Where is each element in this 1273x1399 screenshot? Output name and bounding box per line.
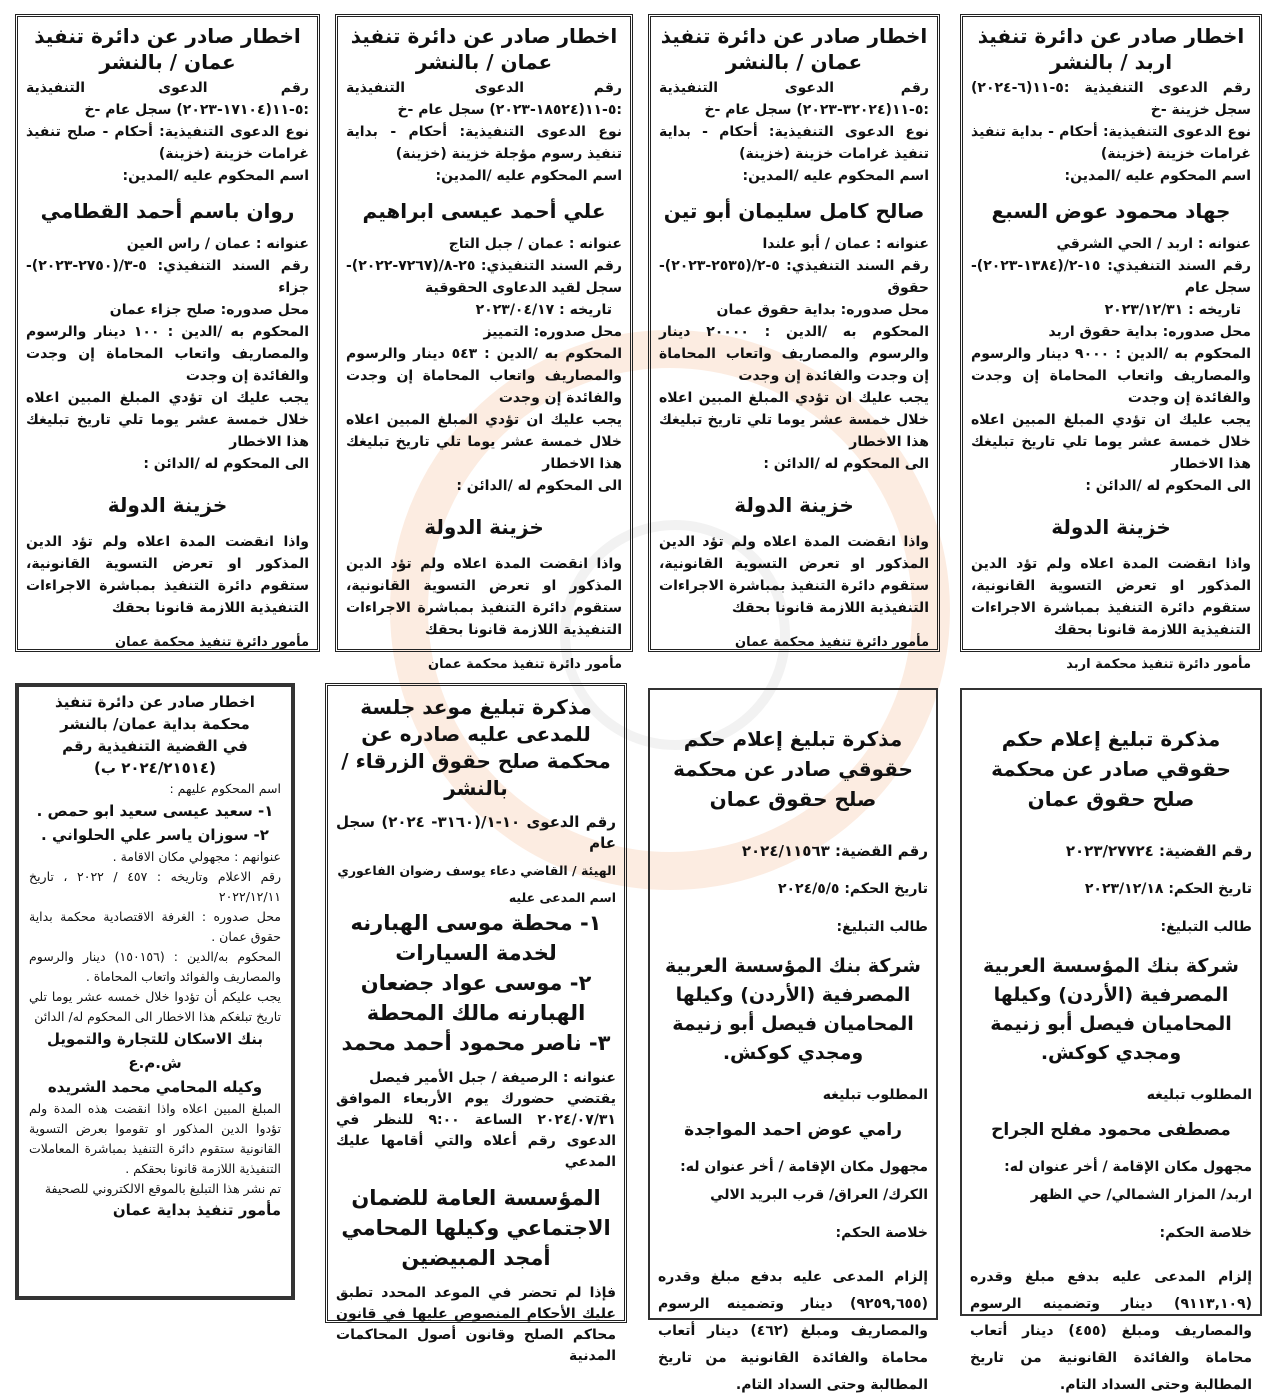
- officer-signature: مأمور دائرة تنفيذ محكمة عمان: [428, 657, 622, 672]
- case-type: نوع الدعوى التنفيذية: أحكام - بداية تنفيذ غرامات خزينة (خزينة): [659, 124, 929, 162]
- notice-title: اخطار صادر عن دائرة تنفيذ عمان / بالنشر: [660, 24, 928, 74]
- creditor-label: الى المحكوم له /الدائن :: [1085, 478, 1251, 494]
- debtor-name: روان باسم أحمد القطامي: [40, 199, 295, 223]
- debtor: ٢- سوزان ياسر علي الحلواني .: [41, 826, 269, 844]
- debtor-label: اسم المحكوم عليه /المدين:: [1064, 168, 1251, 184]
- target-name: رامي عوض احمد المواجدة: [684, 1120, 902, 1140]
- publish-note: تم نشر هذا التبليغ بالموقع الالكتروني للصحيفة: [44, 1181, 281, 1196]
- pay-notice: يجب عليك ان تؤدي المبلغ المبين اعلاه خلال خمسة عشر يوما تلي تاريخ تبليغك هذا الاخطار: [971, 412, 1251, 472]
- case-number: رقم القضية: ٢٠٢٤/١١٥٦٣: [741, 842, 928, 860]
- case-type: نوع الدعوى التنفيذية: أحكام - بداية تنفيذ رسوم مؤجلة خزينة (خزينة): [346, 124, 622, 162]
- residence: مجهول مكان الإقامة / أخر عنوان له:: [1004, 1159, 1252, 1175]
- creditor-label: الى المحكوم له /الدائن :: [143, 456, 309, 472]
- case-number: رقم الدعوى التنفيذية :٥-١١(١٧١٠٤-٢٠٢٣) سجل عام -خ: [26, 80, 309, 118]
- address: عنوانه : الرصيفة / جبل الأمير فيصل: [369, 1070, 616, 1086]
- summary-label: خلاصة الحكم:: [1159, 1225, 1252, 1241]
- target-name: مصطفى محمود مفلح الجراح: [991, 1120, 1231, 1140]
- judgment-date: تاريخ الحكم: ٢٠٢٤/٥/٥: [777, 881, 928, 897]
- amount: المحكوم به /الدين : ٥٤٣ دينار والرسوم والمصاريف واتعاب المحاماة إن وجدت والفائدة إن وجدت: [346, 346, 622, 406]
- creditor: بنك الاسكان للتجارة والتمويل ش.م.ع: [46, 1030, 264, 1072]
- issued-by: محل صدوره: بداية حقوق اربد: [1048, 324, 1251, 340]
- warning: فإذا لم تحضر في الموعد المحدد تطبق عليك الأحكام المنصوص عليها في قانون محاكم الصلح وقانون أصول المحاكمات المدنية: [336, 1285, 616, 1364]
- closing-text: واذا انقضت المدة اعلاه ولم تؤد الدين المذكور او تعرض التسوية القانونية، ستقوم دائرة التنفيذ بمباشرة الاجراءات التنفيذية اللازمة قانونا بحقك: [26, 534, 309, 616]
- debtor: ١- سعيد عيسى سعيد ابو حمص .: [36, 802, 274, 820]
- title-line: اخطار صادر عن دائرة تنفيذ: [55, 693, 255, 711]
- case-number: رقم الدعوى التنفيذية :٥-١١(١٨٥٢٤-٢٠٢٣) سجل عام -خ: [346, 80, 622, 118]
- debtor-label: اسم المحكوم عليه /المدين:: [742, 168, 929, 184]
- pay-notice: يجب عليكم أن تؤدوا خلال خمسه عشر يوما تلي تاريخ تبلغكم هذا الاخطار الى المحكوم له/ الدائن: [29, 989, 281, 1024]
- debtor-address: عنوانه : عمان / راس العين: [126, 236, 309, 252]
- decision: رقم الاعلام وتاريخه : ٤٥٧ / ٢٠٢٢ ، تاريخ ٢٠٢٢/١٢/١١: [29, 869, 281, 904]
- closing-text: المبلغ المبين اعلاه واذا انقضت هذه المدة ولم تؤدوا الدين المذكور او تقوموا بعرض التسوية القانونية ستقوم دائرة التنفيذ بمباشرة المعاملات التنفيذية اللازمة قانونا بحقكم .: [29, 1101, 281, 1176]
- case-type: نوع الدعوى التنفيذية: أحكام - صلح تنفيذ غرامات خزينة (خزينة): [26, 124, 309, 162]
- case-number: رقم الدعوى التنفيذية :٥-١١(٦-٢٠٢٤) سجل خزينة -خ: [971, 80, 1251, 118]
- defendant: ٢- موسى عواد جضعان الهبارنه مالك المحطة: [360, 971, 592, 1025]
- target-label: المطلوب تبليغه: [822, 1087, 928, 1103]
- closing-text: واذا انقضت المدة اعلاه ولم تؤد الدين المذكور او تعرض التسوية القانونية، ستقوم دائرة التنفيذ بمباشرة الاجراءات التنفيذية اللازمة قانونا بحقك: [971, 556, 1251, 638]
- execution-notice: [15, 14, 320, 652]
- creditor-label: الى المحكوم له /الدائن :: [763, 456, 929, 472]
- bond-number: رقم السند التنفيذي: ٥-٢/(٢٥٣٥-٢٠٢٣)- حقوق: [659, 258, 929, 296]
- officer-signature: مأمور دائرة تنفيذ محكمة عمان: [735, 635, 929, 650]
- beginning-court-notice: [15, 683, 295, 1300]
- bond-number: رقم السند التنفيذي: ٥-٣/(٢٧٥٠-٢٠٢٣)- جزاء: [26, 258, 309, 296]
- amount: المحكوم به /الدين : ٩٠٠٠ دينار والرسوم والمصاريف واتعاب المحاماة إن وجدت والفائدة إن وجدت: [971, 346, 1251, 406]
- judgment-summary: إلزام المدعى عليه بدفع مبلغ وقدره (٩١١٣,١٠٩) دينار وتضمينه الرسوم والمصاريف ومبلغ (٤٥٥) دينار أتعاب محاماة والفائدة القانونية من تاريخ المطالبة وحتى السداد التام.: [970, 1269, 1252, 1393]
- bond-date: تاريخه : ٢٠٢٣/٠٤/١٧: [475, 302, 612, 318]
- requester-label: طالب التبليغ:: [836, 919, 928, 935]
- issued-by: محل صدوره: صلح جزاء عمان: [109, 302, 309, 318]
- execution-notice: [335, 14, 633, 672]
- creditor-name: خزينة الدولة: [1051, 515, 1171, 539]
- case-number: رقم الدعوى ١٠-١/(٣١٦٠- ٢٠٢٤) سجل عام: [336, 813, 616, 852]
- issued-by: محل صدوره: التمييز: [483, 324, 622, 340]
- judgment-notice: [648, 688, 938, 1393]
- creditor-lawyer: وكيله المحامي محمد الشريده: [47, 1078, 263, 1096]
- officer-signature: مأمور دائرة تنفيذ محكمة عمان: [115, 635, 309, 650]
- summary-label: خلاصة الحكم:: [835, 1225, 928, 1241]
- notice-title: اخطار صادر عن دائرة تنفيذ عمان / بالنشر: [350, 24, 618, 74]
- plaintiff: المؤسسة العامة للضمان الاجتماعي وكيلها المحامي أمجد المبيضين: [341, 1186, 611, 1270]
- debtors-label: اسم المحكوم عليهم :: [169, 781, 281, 796]
- officer-signature: مأمور دائرة تنفيذ محكمة اربد: [1066, 657, 1251, 672]
- session-notice: [325, 683, 627, 1364]
- judgment-summary: إلزام المدعى عليه بدفع مبلغ وقدره (٩٢٥٩,٦٥٥) دينار وتضمينه الرسوم والمصاريف ومبلغ (٤٦٢) دينار أتعاب محاماة والفائدة القانونية من تاريخ المطالبة وحتى السداد التام.: [658, 1269, 928, 1393]
- notice-title: مذكرة تبليغ موعد جلسة للمدعى عليه صادره عن محكمة صلح حقوق الزرقاء / بالنشر: [341, 695, 611, 800]
- case-type: نوع الدعوى التنفيذية: أحكام - بداية تنفيذ غرامات خزينة (خزينة): [971, 124, 1251, 162]
- target-label: المطلوب تبليغه: [1146, 1087, 1252, 1103]
- requester: شركة بنك المؤسسة العربية المصرفية (الأردن) وكيلها المحاميان فيصل أبو زنيمة ومجدي كوكش.: [665, 955, 921, 1064]
- debtor-address: عنوانه : عمان / أبو علندا: [762, 236, 929, 252]
- notice-title: اخطار صادر عن دائرة تنفيذ عمان / بالنشر: [34, 24, 301, 74]
- officer-signature: مأمور تنفيذ بداية عمان: [112, 1201, 281, 1219]
- requester: شركة بنك المؤسسة العربية المصرفية (الأردن) وكيلها المحاميان فيصل أبو زنيمة ومجدي كوكش.: [983, 955, 1239, 1064]
- execution-notice: [960, 14, 1262, 672]
- debtor-name: علي أحمد عيسى ابراهيم: [362, 199, 606, 223]
- creditor-name: خزينة الدولة: [424, 515, 544, 539]
- last-address: الكرك/ العراق/ قرب البريد الالي: [710, 1187, 928, 1203]
- amount: المحكوم به/الدين : (١٥٠١٥٦) دينار والرسوم والمصاريف والفوائد واتعاب المحاماة .: [29, 949, 282, 984]
- debtor-label: اسم المحكوم عليه /المدين:: [122, 168, 309, 184]
- creditor-label: الى المحكوم له /الدائن :: [456, 478, 622, 494]
- last-address: اربد/ المزار الشمالي/ حي الظهر: [1030, 1187, 1252, 1203]
- title-line: محكمة بداية عمان/ بالنشر: [60, 715, 250, 733]
- execution-notice: [648, 14, 940, 652]
- amount: المحكوم به /الدين : ٢٠٠٠٠ دينار والرسوم والمصاريف واتعاب المحاماة إن وجدت والفائدة إن وجدت: [659, 324, 929, 384]
- creditor-name: خزينة الدولة: [734, 493, 854, 517]
- debtor-name: صالح كامل سليمان أبو تين: [663, 199, 925, 223]
- pay-notice: يجب عليك ان تؤدي المبلغ المبين اعلاه خلال خمسة عشر يوما تلي تاريخ تبليغك هذا الاخطار: [346, 412, 622, 472]
- title-line: في القضية التنفيذية رقم: [62, 737, 248, 755]
- title-line: (٢٠٢٤/٢١٥١٤ ب): [94, 759, 216, 777]
- attendance: يقتضي حضورك يوم الأربعاء الموافق ٢٠٢٤/٠٧/٣١ الساعة ٩:٠٠ للنظر في الدعوى رقم أعلاه والتي أقامها عليك المدعي: [336, 1091, 616, 1170]
- debtor-name: جهاد محمود عوض السبع: [991, 199, 1231, 223]
- bond-date: تاريخه : ٢٠٢٣/١٢/٣١: [1104, 302, 1241, 318]
- bond-number: رقم السند التنفيذي: ١٥-٢/(١٣٨٤-٢٠٢٣)- سجل عام: [971, 258, 1251, 296]
- requester-label: طالب التبليغ:: [1160, 919, 1252, 935]
- notice-title: مذكرة تبليغ إعلام حكم حقوقي صادر عن محكمة صلح حقوق عمان: [673, 727, 913, 811]
- creditor-name: خزينة الدولة: [107, 493, 228, 517]
- notice-title: مذكرة تبليغ إعلام حكم حقوقي صادر عن محكمة صلح حقوق عمان: [991, 727, 1231, 811]
- issued-by: محل صدوره : الغرفة الاقتصادية محكمة بداية حقوق عمان .: [29, 909, 281, 944]
- closing-text: واذا انقضت المدة اعلاه ولم تؤد الدين المذكور او تعرض التسوية القانونية، ستقوم دائرة التنفيذ بمباشرة الاجراءات التنفيذية اللازمة قانونا بحقك: [659, 534, 929, 616]
- panel: الهيئة / القاضي دعاء يوسف رضوان الفاعوري: [337, 863, 616, 878]
- notice-title: اخطار صادر عن دائرة تنفيذ اربد / بالنشر: [977, 24, 1245, 74]
- debtor-address: عنوانه : عمان / جبل التاج: [448, 236, 622, 252]
- address: عنوانهم : مجهولي مكان الاقامة .: [112, 849, 281, 864]
- defendant-label: اسم المدعى عليه: [508, 890, 616, 905]
- case-number: رقم الدعوى التنفيذية :٥-١١(٣٢٠٢٤-٢٠٢٣) سجل عام -خ: [659, 80, 929, 118]
- defendant: ١- محطة موسى الهبارنه لخدمة السيارات: [350, 911, 602, 965]
- judgment-notice: [960, 688, 1262, 1393]
- bond-number: رقم السند التنفيذي: ٢٥-٨/(٧٢٦٧-٢٠٢٢)- سجل لقيد الدعاوى الحقوقية: [346, 258, 622, 296]
- defendant: ٣- ناصر محمود أحمد محمد: [341, 1031, 611, 1055]
- amount: المحكوم به /الدين : ١٠٠ دينار والرسوم والمصاريف واتعاب المحاماة إن وجدت والفائدة إن وجدت: [26, 324, 309, 384]
- pay-notice: يجب عليك ان تؤدي المبلغ المبين اعلاه خلال خمسة عشر يوما تلي تاريخ تبليغك هذا الاخطار: [659, 390, 929, 450]
- issued-by: محل صدوره: بداية حقوق عمان: [716, 302, 929, 318]
- residence: مجهول مكان الإقامة / أخر عنوان له:: [680, 1159, 928, 1175]
- debtor-label: اسم المحكوم عليه /المدين:: [435, 168, 622, 184]
- case-number: رقم القضية: ٢٠٢٣/٢٧٧٢٤: [1065, 842, 1252, 860]
- judgment-date: تاريخ الحكم: ٢٠٢٣/١٢/١٨: [1084, 881, 1252, 897]
- debtor-address: عنوانه : اربد / الحي الشرقي: [1056, 236, 1251, 252]
- pay-notice: يجب عليك ان تؤدي المبلغ المبين اعلاه خلال خمسة عشر يوما تلي تاريخ تبليغك هذا الاخطار: [26, 390, 309, 450]
- closing-text: واذا انقضت المدة اعلاه ولم تؤد الدين المذكور او تعرض التسوية القانونية، ستقوم دائرة التنفيذ بمباشرة الاجراءات التنفيذية اللازمة قانونا بحقك: [346, 556, 622, 638]
